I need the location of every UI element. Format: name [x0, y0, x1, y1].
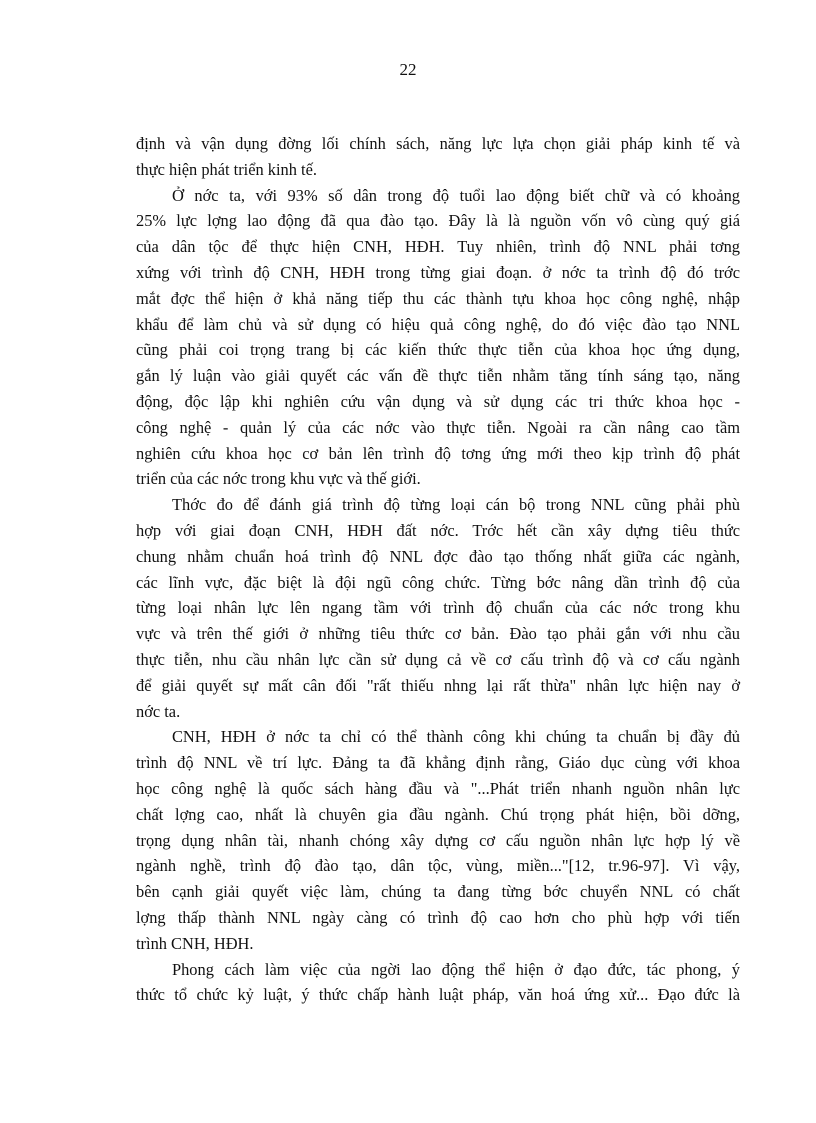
text-line: Phong cách làm việc của ngời lao động thể hiện ở đạo đức, tác phong, ý [172, 959, 740, 979]
text-line: triển của các nớc trong khu vực và thế giới. [136, 469, 421, 489]
text-line: từng loại nhân lực lên ngang tầm với trình độ chuẩn của các nớc trong khu [136, 598, 740, 618]
text-line: nghiên cứu khoa học cơ bản lên trình độ tơng ứng mới theo kịp trình độ phát [136, 443, 740, 463]
text-line: các lĩnh vực, đặc biệt là đội ngũ công chức. Từng bớc nâng dần trình độ của [136, 572, 740, 592]
text-line: vực và trên thế giới ở những tiêu thức cơ bản. Đào tạo phải gắn với nhu cầu [136, 624, 740, 644]
text-line: học công nghệ là quốc sách hàng đầu và "...Phát triển nhanh nguồn nhân lực [136, 778, 740, 798]
text-line: mắt đợc thể hiện ở khả năng tiếp thu các thành tựu khoa học công nghệ, nhập [136, 288, 740, 308]
text-line: Ở nớc ta, với 93% số dân trong độ tuổi lao động biết chữ và có khoảng [172, 185, 740, 205]
text-line: chung nhằm chuẩn hoá trình độ NNL đợc đào tạo thống nhất giữa các ngành, [136, 546, 740, 566]
text-line: trọng dụng nhân tài, nhanh chóng xây dựng cơ cấu nguồn nhân lực hợp lý về [136, 830, 740, 850]
text-line: chất lợng cao, nhất là chuyên gia đầu ngành. Chú trọng phát hiện, bồi dỡng, [136, 804, 740, 824]
text-line: cũng phải coi trọng trang bị các kiến thức thực tiễn của khoa học ứng dụng, [136, 340, 740, 360]
text-line: CNH, HĐH ở nớc ta chỉ có thể thành công khi chúng ta chuẩn bị đầy đủ [172, 727, 740, 747]
text-line: 25% lực lợng lao động đã qua đào tạo. Đây là là nguồn vốn vô cùng quý giá [136, 211, 740, 231]
body-text [136, 131, 740, 1008]
text-line: ngành nghề, trình độ đào tạo, dân tộc, vùng, miền..."[12, tr.96-97]. Vì vậy, [136, 856, 740, 876]
text-line: lợng thấp thành NNL ngày càng có trình độ cao hơn cho phù hợp với tiến [136, 907, 740, 927]
text-line: thực tiễn, nhu cầu nhân lực cần sử dụng cả về cơ cấu trình độ và cơ cấu ngành [136, 649, 740, 669]
text-line: bên cạnh giải quyết việc làm, chúng ta đang từng bớc chuyển NNL có chất [136, 882, 740, 902]
text-line: nớc ta. [136, 701, 181, 721]
text-line: khẩu để làm chủ và sử dụng có hiệu quả công nghệ, do đó việc đào tạo NNL [136, 314, 740, 334]
text-line: trình CNH, HĐH. [136, 933, 254, 953]
text-line: công nghệ - quản lý của các nớc vào thực tiễn. Ngoài ra cần nâng cao tầm [136, 417, 740, 437]
text-line: thực hiện phát triển kinh tế. [136, 159, 317, 179]
text-line: trình độ NNL về trí lực. Đảng ta đã khẳng định rằng, Giáo dục cùng với khoa [136, 753, 740, 773]
text-line: gắn lý luận vào giải quyết các vấn đề thực tiễn nhằm tăng tính sáng tạo, năng [136, 366, 740, 386]
text-line: định và vận dụng đờng lối chính sách, năng lực lựa chọn giải pháp kinh tế và [136, 134, 740, 153]
text-line: thức tổ chức kỷ luật, ý thức chấp hành luật pháp, văn hoá ứng xử... Đạo đức là [136, 985, 740, 1005]
page-number: 22 [399, 60, 417, 79]
text-line: của dân tộc để thực hiện CNH, HĐH. Tuy nhiên, trình độ NNL phải tơng [136, 237, 740, 257]
text-line: Thớc đo để đánh giá trình độ từng loại cán bộ trong NNL cũng phải phù [172, 495, 740, 515]
text-line: động, độc lập khi nghiên cứu vận dụng và sử dụng các tri thức khoa học - [136, 391, 740, 411]
text-line: xứng với trình độ CNH, HĐH trong từng giai đoạn. ở nớc ta trình độ đó trớc [136, 262, 740, 282]
text-line: hợp với giai đoạn CNH, HĐH đất nớc. Trớc hết cần xây dựng tiêu thức [136, 520, 740, 540]
text-line: để giải quyết sự mất cân đối "rất thiếu nhng lại rất thừa" nhân lực hiện nay ở [136, 675, 740, 695]
